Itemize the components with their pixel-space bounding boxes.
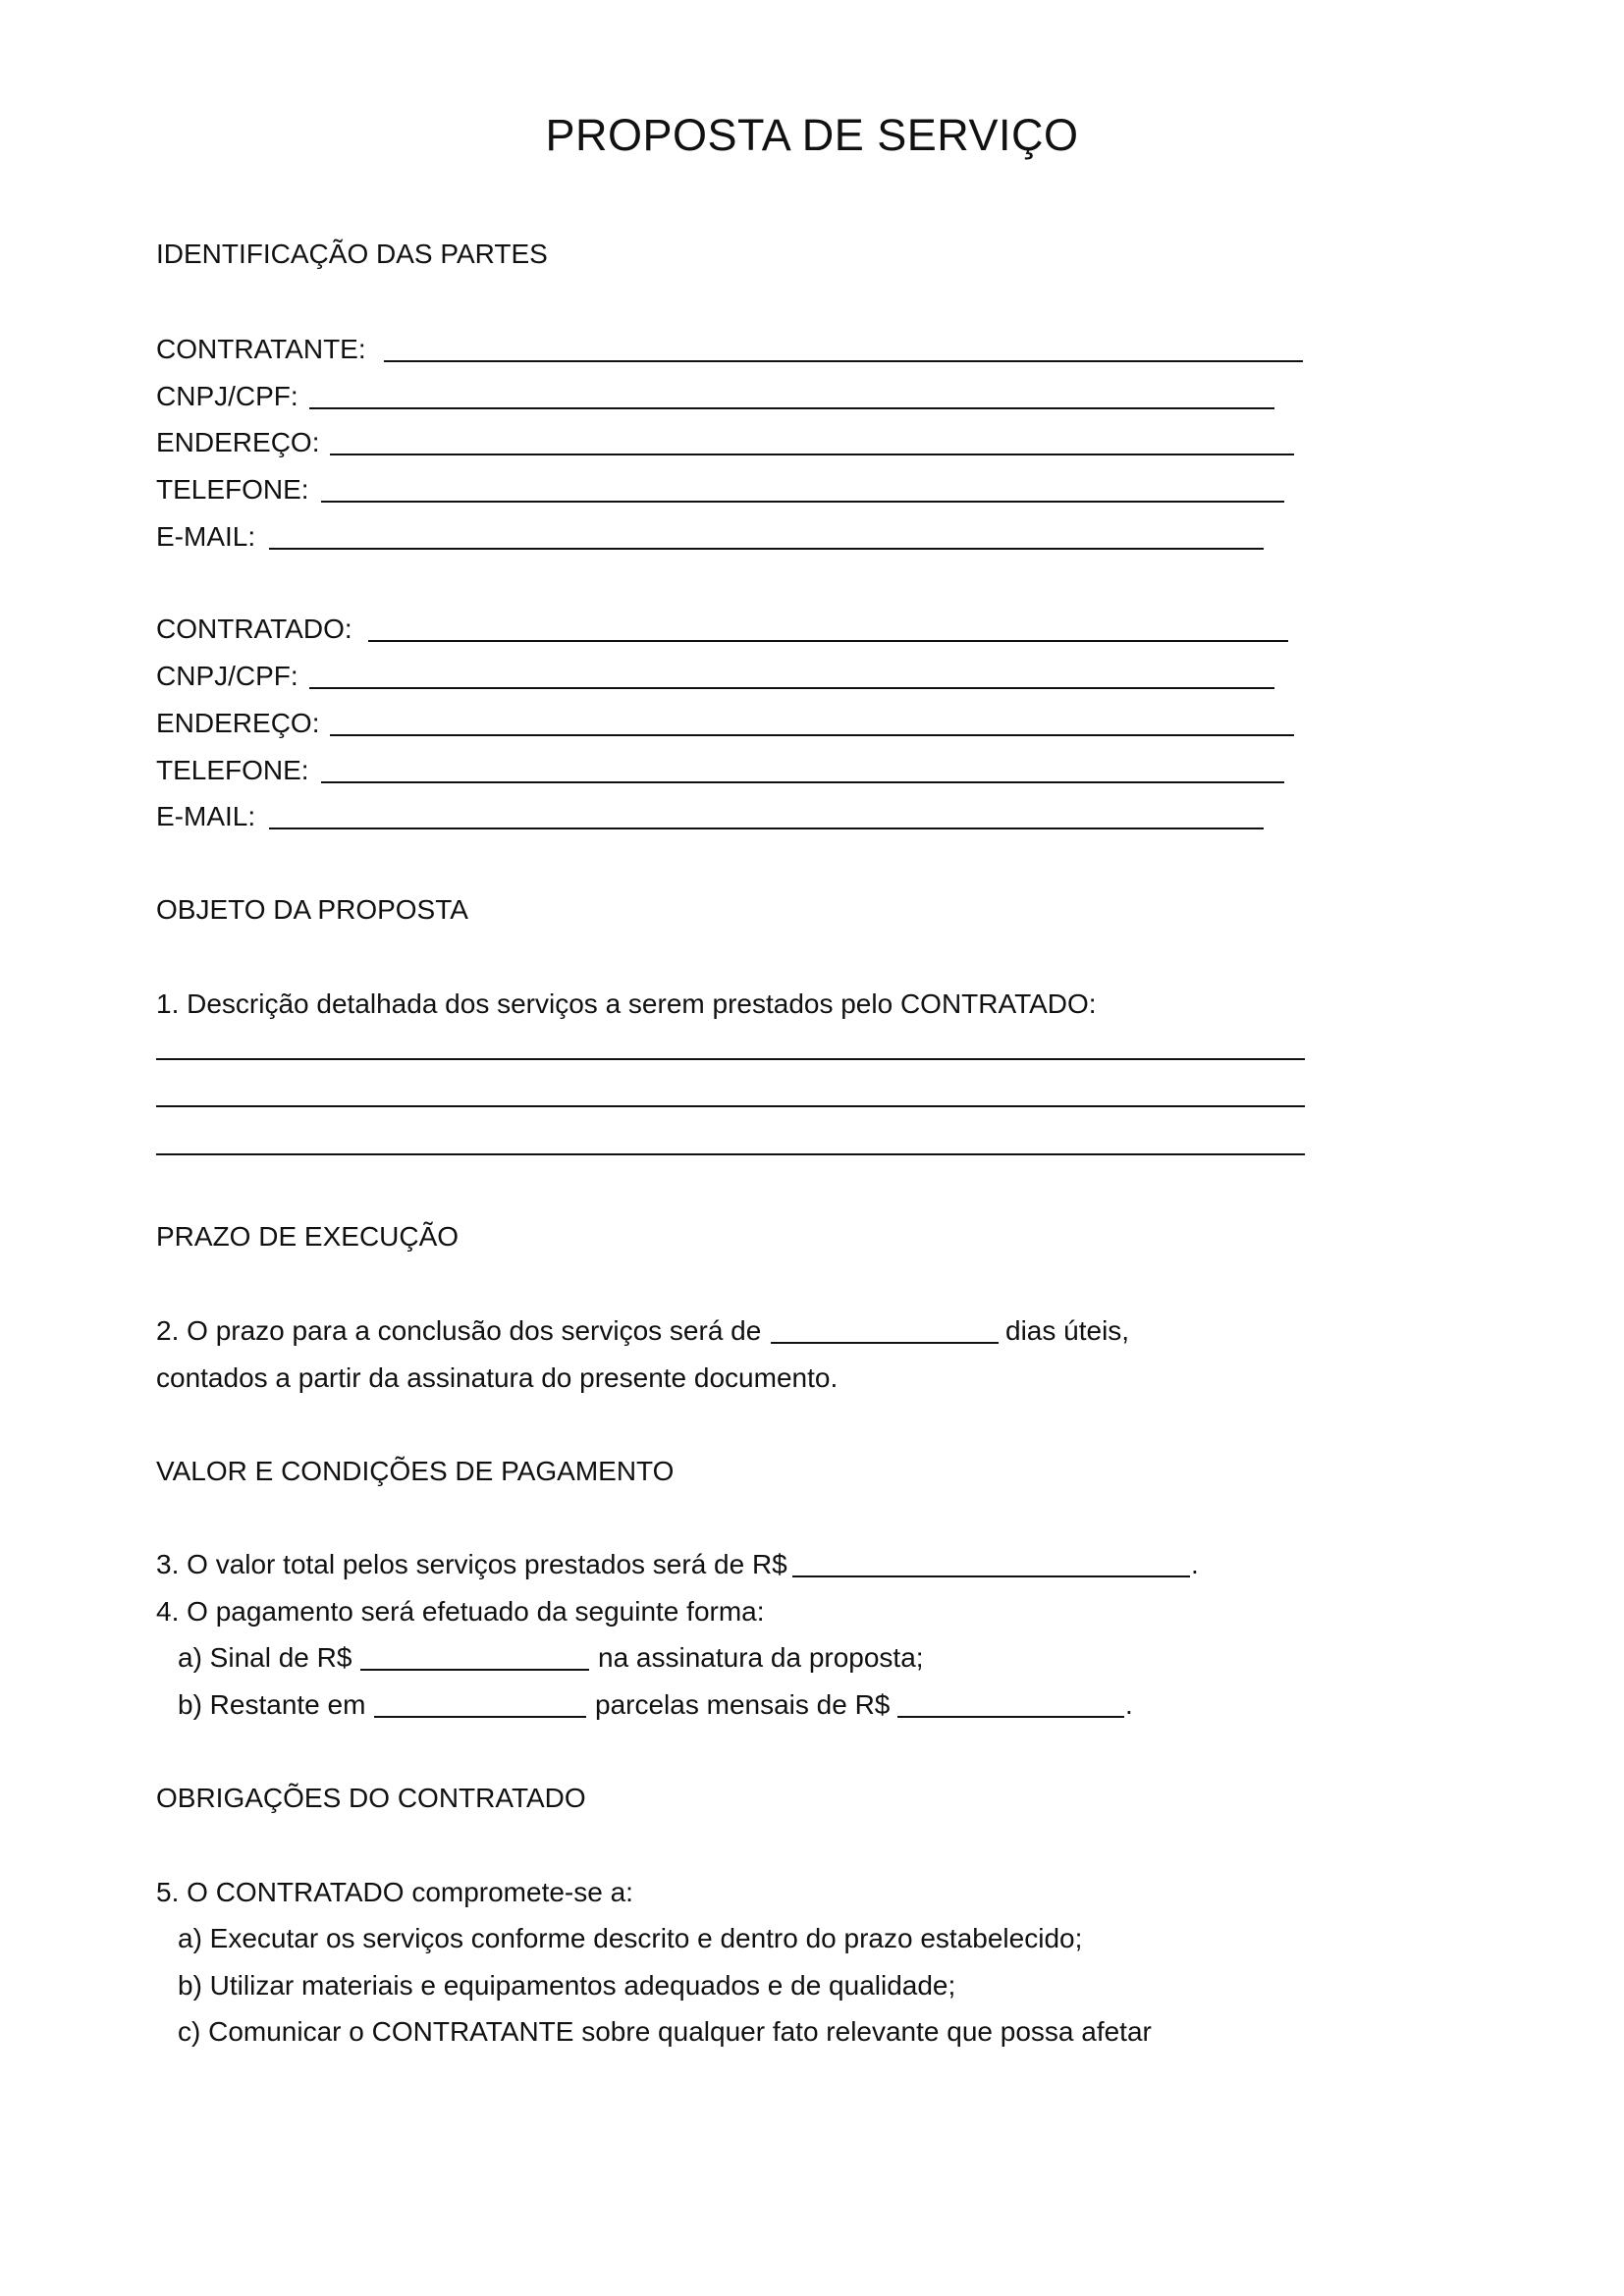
sinal-valor-field-line[interactable]	[360, 1669, 589, 1671]
descricao-line-2[interactable]	[156, 1105, 1305, 1107]
section-heading-obrigacoes: OBRIGAÇÕES DO CONTRATADO	[156, 1783, 586, 1813]
objeto-item-1: 1. Descrição detalhada dos serviços a serem prestados pelo CONTRATADO:	[156, 988, 1097, 1019]
section-heading-prazo: PRAZO DE EXECUÇÃO	[156, 1221, 460, 1252]
contratado-email-field-line[interactable]	[269, 828, 1264, 829]
contratante-cnpj-field-line[interactable]	[309, 407, 1274, 409]
contratante-telefone-label: TELEFONE:	[156, 474, 309, 505]
valor-total-field-line[interactable]	[792, 1575, 1190, 1577]
prazo-dias-field-line[interactable]	[771, 1342, 999, 1344]
prazo-item-2-start: 2. O prazo para a conclusão dos serviços será de	[156, 1315, 762, 1346]
obrigacao-c: c) Comunicar o CONTRATANTE sobre qualquer fato relevante que possa afetar	[178, 2016, 1152, 2047]
parcelas-field-line[interactable]	[374, 1716, 586, 1718]
contratado-field-line[interactable]	[368, 640, 1288, 642]
contratado-cnpj-field-line[interactable]	[309, 687, 1274, 689]
prazo-item-2-continuation: contados a partir da assinatura do presente documento.	[156, 1362, 839, 1393]
valor-item-3-period: .	[1191, 1549, 1199, 1579]
contratante-endereco-field-line[interactable]	[330, 454, 1294, 455]
contratado-telefone-label: TELEFONE:	[156, 755, 309, 785]
descricao-line-1[interactable]	[156, 1058, 1305, 1060]
contratante-label: CONTRATANTE:	[156, 334, 366, 364]
contratante-email-field-line[interactable]	[269, 548, 1264, 550]
contratante-email-label: E-MAIL:	[156, 521, 256, 552]
valor-item-3: 3. O valor total pelos serviços prestados será de R$	[156, 1549, 787, 1579]
parcela-valor-field-line[interactable]	[897, 1716, 1124, 1718]
section-heading-valor: VALOR E CONDIÇÕES DE PAGAMENTO	[156, 1456, 675, 1486]
obrigacao-b: b) Utilizar materiais e equipamentos adequados e de qualidade;	[178, 1970, 956, 2001]
sinal-label-end: na assinatura da proposta;	[598, 1642, 924, 1673]
contratante-telefone-field-line[interactable]	[321, 501, 1284, 503]
section-heading-partes: IDENTIFICAÇÃO DAS PARTES	[156, 239, 548, 269]
obrigacao-a: a) Executar os serviços conforme descrito e dentro do prazo estabelecido;	[178, 1923, 1083, 1953]
restante-label: b) Restante em	[178, 1689, 366, 1720]
descricao-line-3[interactable]	[156, 1153, 1305, 1155]
obrigacoes-item-5: 5. O CONTRATADO compromete-se a:	[156, 1877, 633, 1907]
parcelas-label: parcelas mensais de R$	[595, 1689, 891, 1720]
contratado-telefone-field-line[interactable]	[321, 781, 1284, 783]
contratado-endereco-field-line[interactable]	[330, 734, 1294, 736]
contratante-field-line[interactable]	[384, 360, 1303, 362]
contratante-endereco-label: ENDEREÇO:	[156, 427, 320, 457]
contratado-cnpj-label: CNPJ/CPF:	[156, 661, 298, 691]
valor-item-4: 4. O pagamento será efetuado da seguinte forma:	[156, 1596, 765, 1627]
contratado-endereco-label: ENDEREÇO:	[156, 708, 320, 738]
contratado-label: CONTRATADO:	[156, 614, 352, 644]
prazo-item-2-end: dias úteis,	[1005, 1315, 1130, 1346]
contratado-email-label: E-MAIL:	[156, 801, 256, 831]
sinal-label: a) Sinal de R$	[178, 1642, 352, 1673]
section-heading-objeto: OBJETO DA PROPOSTA	[156, 894, 468, 925]
contratante-cnpj-label: CNPJ/CPF:	[156, 381, 298, 411]
parcelas-period: .	[1125, 1689, 1133, 1720]
document-title: PROPOSTA DE SERVIÇO	[545, 110, 1079, 160]
